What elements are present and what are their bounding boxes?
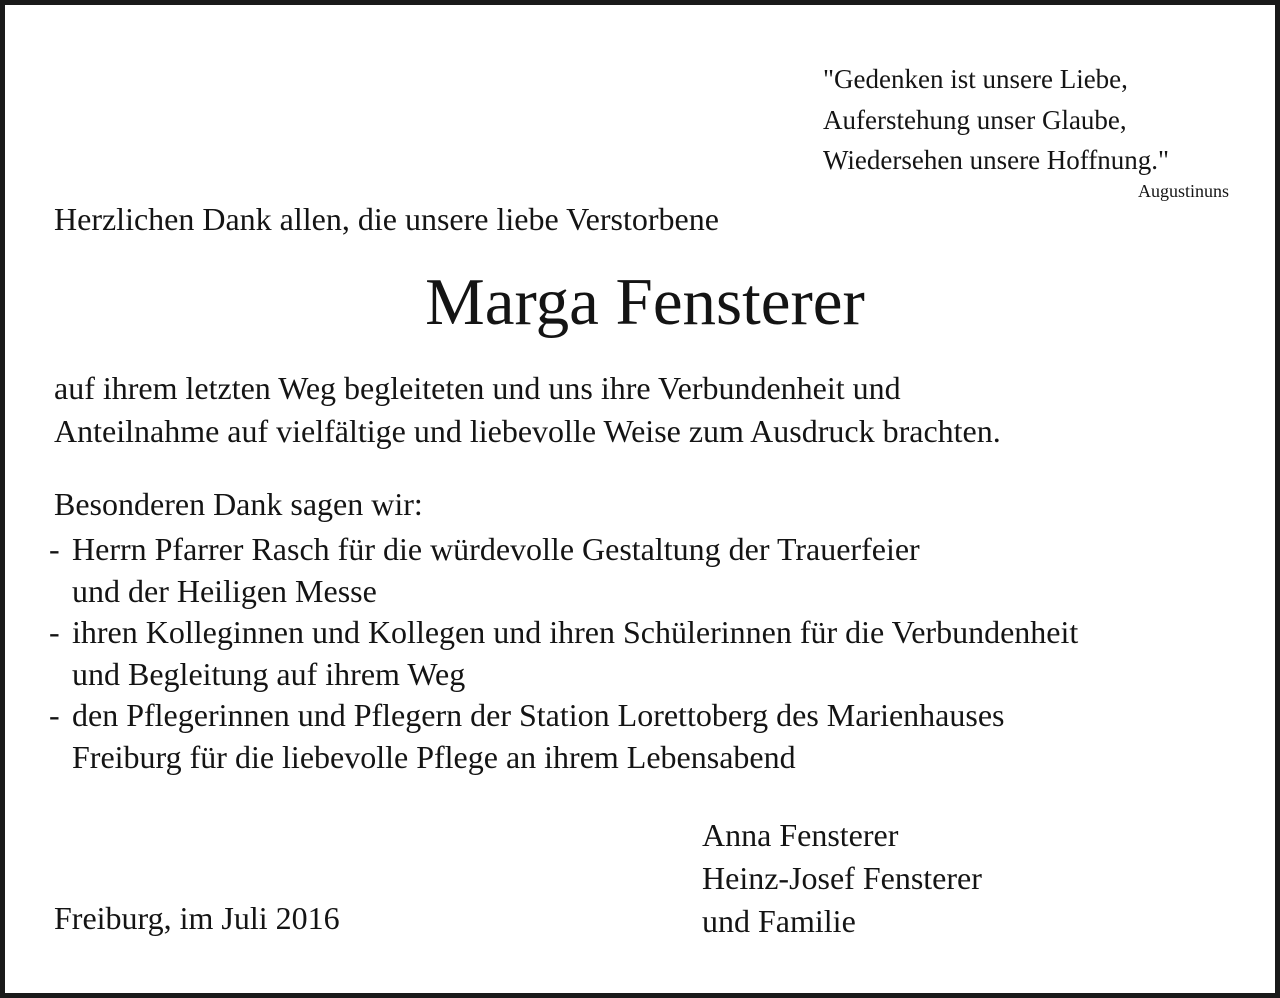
- quote-line: Wiedersehen unsere Hoffnung.": [823, 145, 1170, 175]
- thanks-item-text: [72, 612, 1078, 695]
- signature-block: [702, 814, 982, 943]
- thanks-item-line: Herrn Pfarrer Rasch für die würdevolle Gestaltung der Trauerfeier: [72, 531, 920, 567]
- thanks-item-line: und der Heiligen Messe: [72, 572, 377, 609]
- thanks-item-line: den Pflegerinnen und Pflegern der Station Lorettoberg des Marienhauses: [72, 697, 1005, 734]
- thanks-item: [49, 612, 1078, 695]
- signature-line: und Familie: [702, 903, 856, 939]
- thanks-item: [49, 529, 1078, 612]
- quote-line: Auferstehung unser Glaube,: [823, 104, 1127, 135]
- body-line: Anteilnahme auf vielfältige und liebevolle Weise zum Ausdruck brachten.: [54, 413, 1001, 449]
- intro-text: Herzlichen Dank allen, die unsere liebe Verstorbene: [54, 201, 719, 237]
- deceased-name: Marga Fensterer: [425, 265, 865, 339]
- body-line: auf ihrem letzten Weg begleiteten und uns ihre Verbundenheit und: [54, 370, 901, 406]
- thanks-item-line: Freiburg für die liebevolle Pflege an ihrem Lebensabend: [72, 738, 796, 775]
- signature-line: Anna Fensterer: [702, 817, 899, 853]
- thanks-item-line: und Begleitung auf ihrem Weg: [72, 655, 466, 692]
- body-paragraph: [54, 367, 1001, 453]
- signature-line: Heinz-Josef Fensterer: [702, 860, 982, 896]
- thanks-list: [49, 529, 1078, 779]
- place-date: Freiburg, im Juli 2016: [54, 900, 340, 936]
- quote-line: "Gedenken ist unsere Liebe,: [823, 64, 1128, 94]
- thanks-item-line: ihren Kolleginnen und Kollegen und ihren Schülerinnen für die Verbundenheit: [72, 614, 1079, 651]
- thanks-item-text: [72, 695, 1004, 778]
- quote-block: [823, 59, 1243, 181]
- bullet-dash: -: [49, 697, 60, 734]
- bullet-dash: -: [49, 531, 60, 567]
- bullet-dash: -: [49, 614, 60, 651]
- thanks-heading: Besonderen Dank sagen wir:: [54, 486, 423, 522]
- thanks-item: [49, 695, 1078, 778]
- quote-author: Augustinuns: [1137, 181, 1229, 201]
- thanks-item-text: [72, 529, 920, 612]
